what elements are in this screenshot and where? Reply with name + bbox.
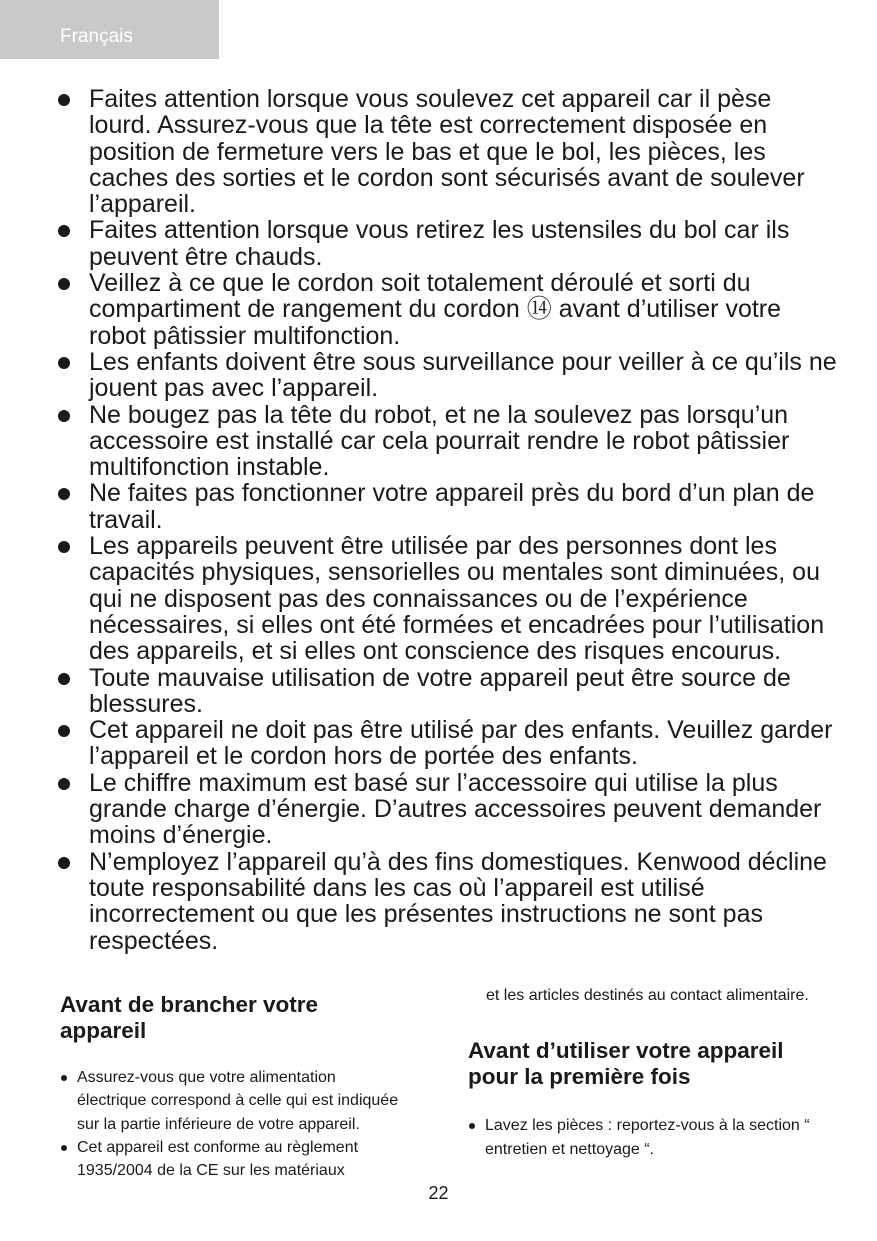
list-item — [468, 1114, 828, 1161]
safety-item-text: Toute mauvaise utilisation de votre appareil peut être source de blessures. — [89, 663, 791, 718]
section-heading-first-use: Avant d’utiliser votre appareil pour la première fois — [468, 1038, 784, 1090]
bullet-icon — [61, 1145, 67, 1151]
safety-item-text: Veillez à ce que le cordon soit totalement déroulé et sorti du compartiment de rangement du cordon ⑭ avant d’utiliser votre robot pâtissier multifonction. — [89, 269, 782, 350]
safety-item-text: Le chiffre maximum est basé sur l’accessoire qui utilise la plus grande charge d’énergie. D’autres accessoires peuvent demander moins d’énergie. — [89, 768, 822, 850]
bullet-icon — [58, 673, 70, 685]
safety-item-text: N’employez l’appareil qu’à des fins domestiques. Kenwood décline toute responsabilité dans les cas où l’appareil est utilisé incorrectement ou que les présentes instructions ne sont pas respectées. — [89, 847, 827, 955]
bullet-icon — [469, 1123, 475, 1129]
safety-item — [58, 849, 838, 954]
safety-item — [58, 86, 838, 217]
continued-text: et les articles destinés au contact alimentaire. — [486, 987, 809, 1004]
safety-item-text: Cet appareil ne doit pas être utilisé par des enfants. Veuillez garder l’appareil et le cordon hors de portée des enfants. — [89, 716, 833, 771]
bullet-icon — [58, 541, 70, 553]
list-item-text: Lavez les pièces : reportez-vous à la section “ entretien et nettoyage “. — [485, 1117, 810, 1158]
safety-item-text: Ne bougez pas la tête du robot, et ne la soulevez pas lorsqu’un accessoire est installé car cela pourrait rendre le robot pâtissier multifonction instable. — [89, 400, 790, 482]
bullet-icon — [58, 778, 70, 790]
section-heading-before-plugging: Avant de brancher votre appareil — [60, 992, 318, 1043]
list-item-text: Assurez-vous que votre alimentation électrique correspond à celle qui est indiquée sur la partie inférieure de votre appareil. — [77, 1069, 399, 1133]
before-plugging-list — [60, 1066, 405, 1182]
bullet-icon — [58, 94, 70, 106]
safety-item — [58, 270, 838, 349]
safety-item — [58, 480, 838, 533]
safety-item — [58, 217, 838, 270]
list-item — [60, 1066, 405, 1136]
before-plugging-section — [60, 984, 405, 1182]
safety-item — [58, 770, 838, 849]
safety-item-text: Les enfants doivent être sous surveillance pour veiller à ce qu’ils ne jouent pas avec l’appareil. — [89, 347, 837, 403]
first-use-list — [468, 1114, 828, 1161]
language-label: Français — [60, 26, 133, 47]
safety-item — [58, 717, 838, 770]
safety-item-text: Faites attention lorsque vous retirez les ustensiles du bol car ils peuvent être chauds. — [89, 216, 790, 271]
language-tab — [0, 0, 219, 59]
bullet-icon — [58, 725, 70, 737]
bullet-icon — [58, 488, 70, 500]
list-item-text: Cet appareil est conforme au règlement 1935/2004 de la CE sur les matériaux — [77, 1138, 359, 1180]
list-item — [60, 1136, 405, 1183]
safety-item — [58, 402, 838, 481]
bullet-icon — [61, 1075, 67, 1081]
safety-bullet-list — [58, 86, 838, 954]
safety-item-text: Les appareils peuvent être utilisée par des personnes dont les capacités physiques, sensorielles ou mentales sont diminuées, ou qui ne disposent pas des connaissances ou de l’expérience nécessaires, si elles ont été formées et encadrées pour l’utilisation des appareils, et si elles ont conscience des risques encourus. — [89, 532, 825, 666]
safety-item — [58, 665, 838, 718]
bullet-icon — [58, 278, 70, 290]
safety-item — [58, 533, 838, 664]
safety-item — [58, 349, 838, 402]
bullet-icon — [58, 857, 70, 869]
safety-item-text: Ne faites pas fonctionner votre appareil près du bord d’un plan de travail. — [89, 479, 815, 534]
bullet-icon — [58, 410, 70, 422]
bullet-icon — [58, 225, 70, 237]
right-column — [468, 984, 828, 1161]
bullet-icon — [58, 357, 70, 369]
page-number: 22 — [428, 1183, 449, 1203]
safety-item-text: Faites attention lorsque vous soulevez cet appareil car il pèse lourd. Assurez-vous que la tête est correctement disposée en position de fermeture vers le bas et que le bol, les pièces, les caches des sorties et le cordon sont sécurisés avant de soulever l’appareil. — [89, 85, 805, 219]
